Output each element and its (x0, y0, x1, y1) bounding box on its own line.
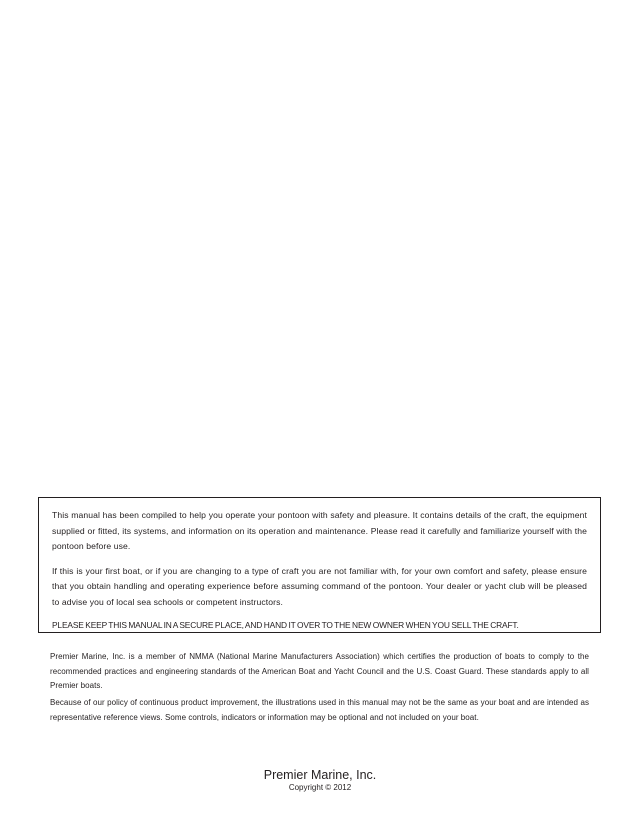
product-policy-block (50, 696, 589, 725)
nmma-membership-paragraph: Premier Marine, Inc. is a member of NMMA (National Marine Manufacturers Association) which certifies the production of boats to comply to the recommended practices and engineering standards of the American Boat and Yacht Council and the U.S. Coast Guard. These standards apply to all Premier boats. (50, 652, 589, 690)
notice-keep-manual-paragraph: PLEASE KEEP THIS MANUAL IN A SECURE PLACE, AND HAND IT OVER TO THE NEW OWNER WHEN YOU SELL THE CRAFT. (52, 620, 519, 630)
owner-notice-box (38, 497, 601, 633)
copyright-notice: Copyright © 2012 (288, 783, 352, 792)
notice-first-boat-paragraph: If this is your first boat, or if you are changing to a type of craft you are not familiar with, for your own comfort and safety, please ensure that you obtain handling and operating experience before assuming command of the pontoon. Your dealer or yacht club will be pleased to advise you of local sea schools or competent instructors. (52, 565, 587, 607)
product-policy-paragraph: Because of our policy of continuous product improvement, the illustrations used in this manual may not be the same as your boat and are intended as representative reference views. Some controls, indicators or information may be optional and not included on your boat. (50, 698, 589, 722)
company-name: Premier Marine, Inc. (263, 768, 377, 782)
page-footer (0, 768, 639, 793)
nmma-membership-block (50, 650, 589, 694)
notice-intro-paragraph: This manual has been compiled to help you operate your pontoon with safety and pleasure. It contains details of the craft, the equipment supplied or fitted, its systems, and information on its operation and maintenance. Please read it carefully and familiarize yourself with the pontoon before use. (52, 510, 587, 551)
